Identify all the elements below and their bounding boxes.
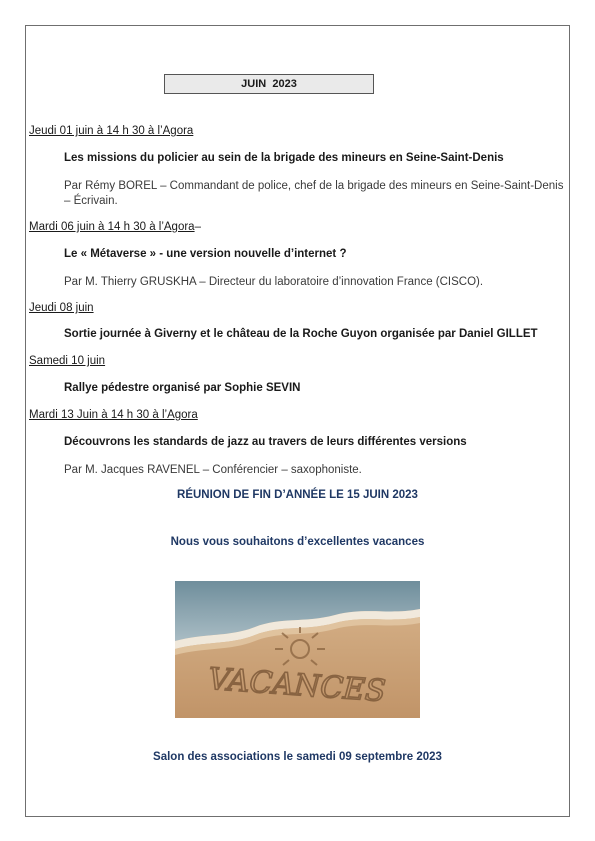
event-date: Samedi 10 juin bbox=[29, 355, 106, 367]
event-title: Découvrons les standards de jazz au travers de leurs différentes versions bbox=[64, 436, 467, 448]
event-title: Sortie journée à Giverny et le château de la Roche Guyon organisée par Daniel GILLET bbox=[64, 328, 538, 340]
event-date-suffix: – bbox=[194, 221, 201, 233]
month-heading: JUIN 2023 bbox=[164, 74, 374, 94]
event-title: Rallye pédestre organisé par Sophie SEVIN bbox=[64, 382, 301, 394]
event-speaker: Par Rémy BOREL – Commandant de police, chef de la brigade des mineurs en Seine-Saint-Denis – Écrivain. bbox=[64, 180, 564, 207]
reunion-notice: RÉUNION DE FIN D’ANNÉE LE 15 JUIN 2023 bbox=[177, 489, 418, 501]
event-speaker: Par M. Thierry GRUSKHA – Directeur du laboratoire d’innovation France (CISCO). bbox=[64, 276, 484, 288]
event-date: Jeudi 08 juin bbox=[29, 302, 94, 314]
photo-sand-text: VACANCES bbox=[207, 661, 387, 710]
event-title: Les missions du policier au sein de la brigade des mineurs en Seine-Saint-Denis bbox=[64, 152, 504, 164]
wishes-text: Nous vous souhaitons d’excellentes vacances bbox=[170, 536, 425, 548]
event-date: Mardi 06 juin à 14 h 30 à l’Agora– bbox=[29, 221, 201, 233]
event-title: Le « Métaverse » - une version nouvelle d’internet ? bbox=[64, 248, 347, 260]
salon-notice: Salon des associations le samedi 09 septembre 2023 bbox=[153, 751, 442, 763]
event-speaker: Par M. Jacques RAVENEL – Conférencier – saxophoniste. bbox=[64, 464, 362, 476]
event-date: Jeudi 01 juin à 14 h 30 à l’Agora bbox=[29, 125, 194, 137]
event-date: Mardi 13 Juin à 14 h 30 à l’Agora bbox=[29, 409, 198, 421]
vacances-beach-image bbox=[175, 581, 420, 718]
